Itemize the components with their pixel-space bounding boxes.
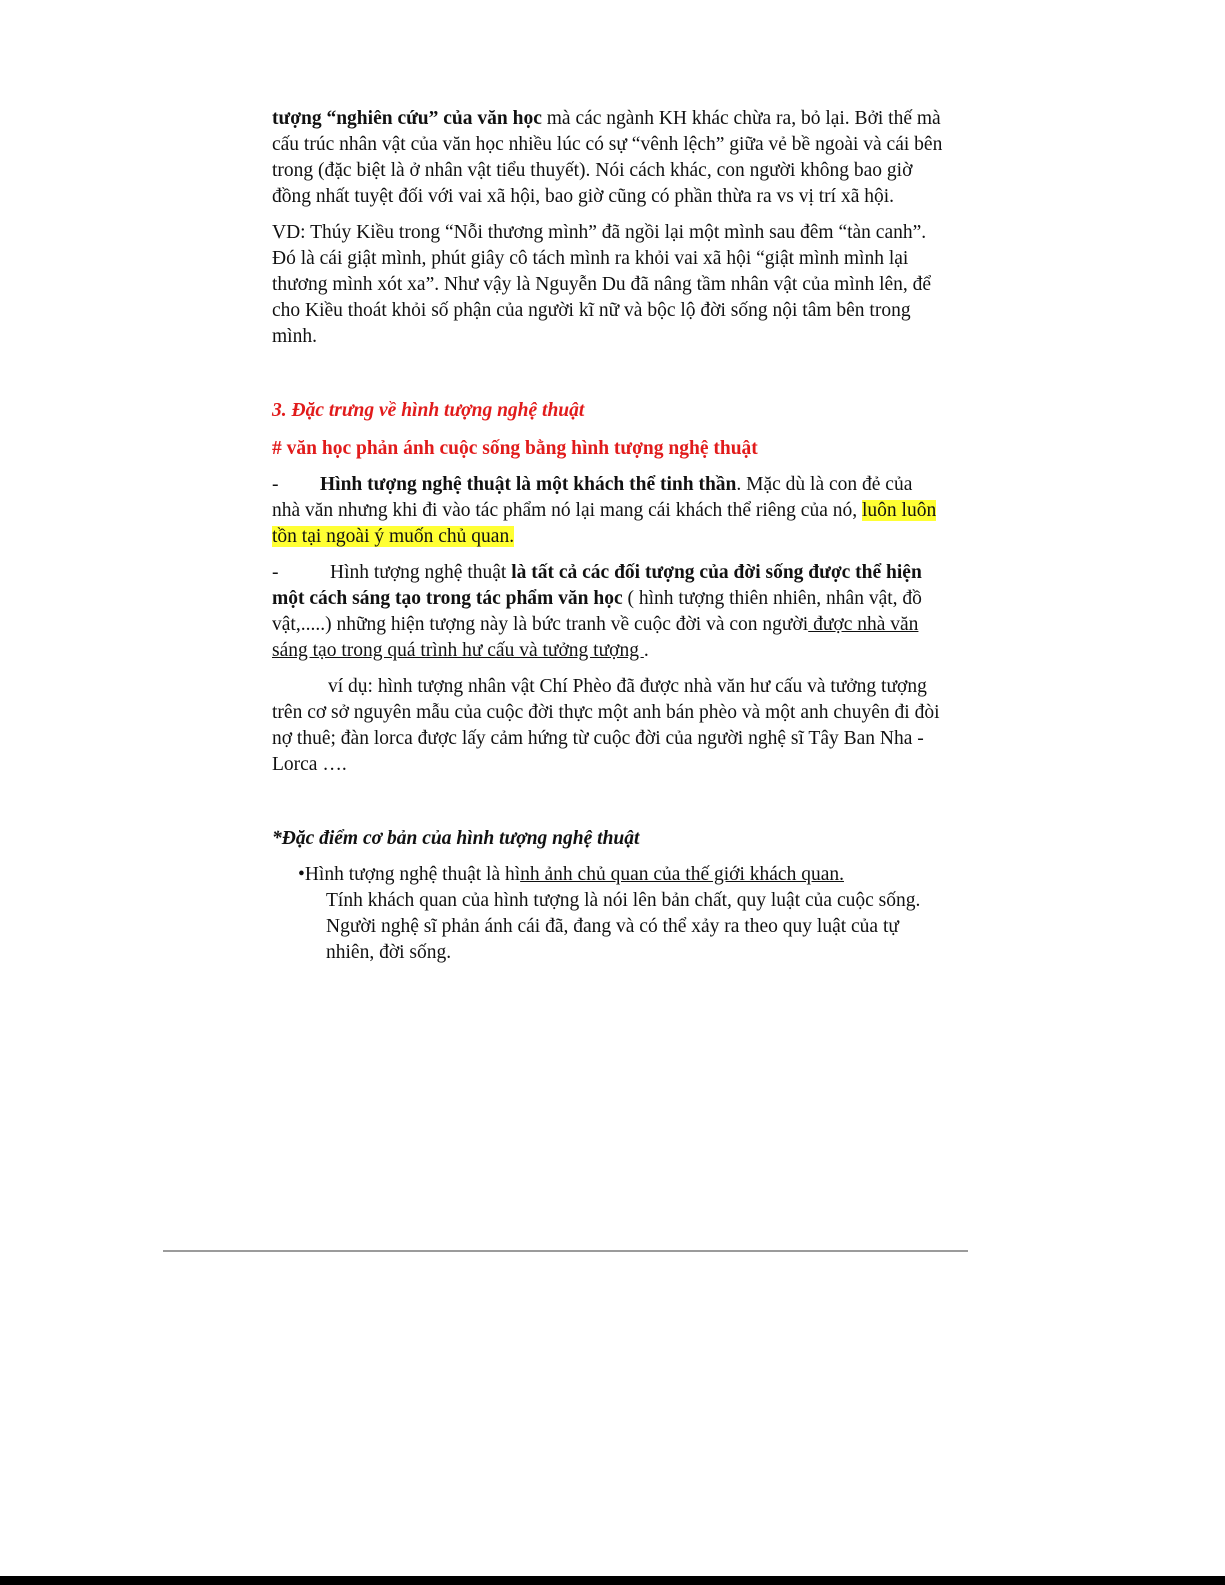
subsection-heading: # văn học phản ánh cuộc sống bằng hình tượng nghệ thuật (272, 438, 758, 459)
dash-marker: - (272, 562, 279, 583)
bullet-dot-icon: • (298, 864, 305, 885)
bottom-edge-bar (0, 1576, 1225, 1585)
paragraph-text: mà các ngành KH khác chừa ra, bỏ lại. Bởi thế mà cấu trúc nhân vật của văn học nhiều lúc có sự “vênh lệch” giữa vẻ bề ngoài và cái bên trong (đặc biệt là ở nhân vật tiểu thuyết). Nói cách khác, con người không bao giờ đồng nhất tuyệt đối với vai xã hội, bao giờ cũng có phần thừa ra vs vị trí xã hội. (272, 108, 943, 207)
page-divider (163, 1250, 968, 1252)
item-lead: Hình tượng nghệ thuật (330, 562, 512, 583)
dash-list-item-2 (272, 560, 944, 664)
feature-bullet (298, 862, 944, 888)
feature-body: Tính khách quan của hình tượng là nói lên bản chất, quy luật của cuộc sống. Người nghệ sĩ phản ánh cái đã, đang và có thể xảy ra theo quy luật của tự nhiên, đời sống. (326, 890, 921, 963)
characteristics-heading: *Đặc điểm cơ bản của hình tượng nghệ thuật (272, 828, 640, 849)
item-end: . (643, 640, 649, 661)
item-text: . Mặc dù là con đẻ của nhà văn nhưng khi đi vào tác phẩm nó lại mang cái khách thể riêng của nó, (272, 474, 913, 521)
bold-term: Hình tượng nghệ thuật là một khách thể tinh thần (320, 474, 737, 495)
bold-definition: là tất cả các đối tượng của đời sống được thể hiện một cách sáng tạo trong tác phẩm văn học (272, 562, 922, 609)
feature-lead: Hình tượng nghệ thuật là hì (304, 864, 521, 885)
dash-list-item-1 (272, 472, 944, 550)
highlighted-text: luôn luôn tồn tại ngoài ý muốn chủ quan. (272, 500, 937, 547)
section-heading: 3. Đặc trưng về hình tượng nghệ thuật (272, 400, 585, 421)
dash-marker: - (272, 474, 279, 495)
underlined-text: nh ảnh chủ quan của thế giới khách quan. (520, 864, 844, 885)
example-paragraph: ví dụ: hình tượng nhân vật Chí Phèo đã được nhà văn hư cấu và tưởng tượng trên cơ sở nguyên mẫu của cuộc đời thực một anh bán phèo và một anh chuyên đi đòi nợ thuê; đàn lorca được lấy cảm hứng từ cuộc đời của người nghệ sĩ Tây Ban Nha - Lorca …. (272, 676, 940, 775)
bold-lead: tượng “nghiên cứu” của văn học (272, 108, 542, 129)
document-body (272, 106, 944, 966)
paragraph-nhan-vat (272, 106, 944, 210)
underlined-text: được nhà văn sáng tạo trong quá trình hư cấu và tưởng tượng (272, 614, 919, 661)
paragraph-example-kieu: VD: Thúy Kiều trong “Nỗi thương mình” đã ngồi lại một mình sau đêm “tàn canh”. Đó là cái giật mình, phút giây cô tách mình ra khỏi vai xã hội “giật mình mình lại thương mình xót xa”. Như vậy là Nguyễn Du đã nâng tầm nhân vật của mình lên, để cho Kiều thoát khỏi số phận của người kĩ nữ và bộc lộ đời sống nội tâm bên trong mình. (272, 222, 932, 347)
item-text: ( hình tượng thiên nhiên, nhân vật, đồ vật,.....) những hiện tượng này là bức tranh về cuộc đời và con người (272, 588, 922, 635)
